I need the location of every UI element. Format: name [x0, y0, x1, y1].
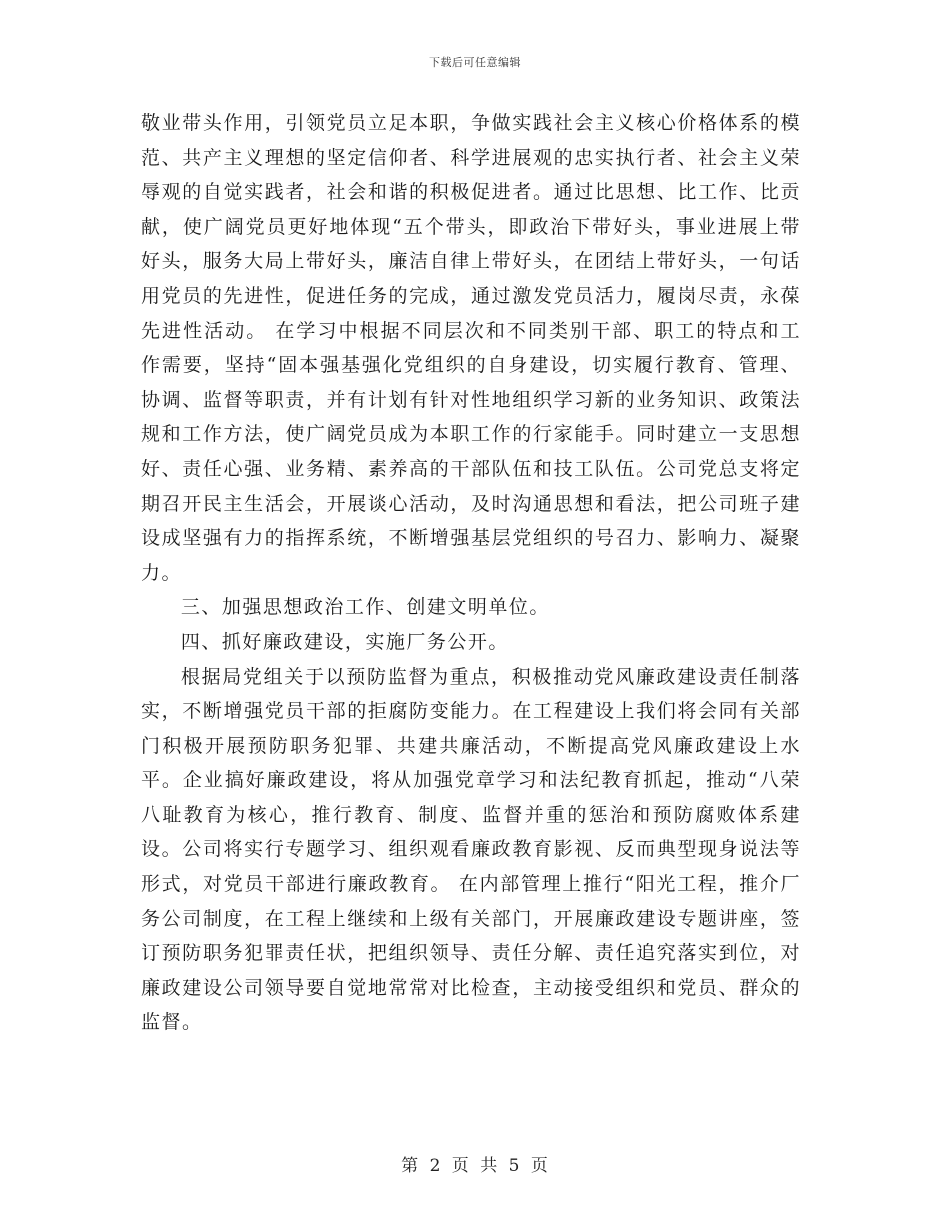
page-header: 下载后可任意编辑 [429, 56, 521, 69]
section-heading-four: 四、抓好廉政建设，实施厂务公开。 [180, 630, 509, 653]
page-number: 第 2 页 共 5 页 [401, 1156, 549, 1176]
paragraph-continuation: 敬业带头作用，引领党员立足本职，争做实践社会主义核心价格体系的模范、共产主义理想的坚定信仰者、科学进展观的忠实执行者、社会主义荣辱观的自觉实践者，社会和谐的积极促进者。通过比思想、比工作、比贡献，使广阔党员更好地体现“五个带头，即政治下带好头，事业进展上带好头，服务大局上带好头，廉洁自律上带好头，在团结上带好头，一句话用党员的先进性，促进任务的完成，通过激发党员活力，履岗尽责，永葆先进性活动。 在学习中根据不同层次和不同类别干部、职工的特点和工作需要，坚持“固本强基强化党组织的自身建设，切实履行教育、管理、协调、监督等职责，并有计划有针对性地组织学习新的业务知识、政策法规和工作方法，使广阔党员成为本职工作的行家能手。同时建立一支思想好、责任心强、业务精、素养高的干部队伍和技工队伍。公司党总支将定期召开民主生活会，开展谈心活动，及时沟通思想和看法，把公司班子建设成坚强有力的指挥系统，不断增强基层党组织的号召力、影响力、凝聚力。 [141, 112, 801, 584]
section-heading-three: 三、加强思想政治工作、创建文明单位。 [180, 596, 550, 619]
document-body [141, 106, 801, 1040]
paragraph-integrity: 根据局党组关于以预防监督为重点，积极推动党风廉政建设责任制落实，不断增强党员干部的拒腐防变能力。在工程建设上我们将会同有关部门积极开展预防职务犯罪、共建共廉活动，不断提高党风廉政建设上水平。企业搞好廉政建设，将从加强党章学习和法纪教育抓起，推动“八荣八耻教育为核心，推行教育、制度、监督并重的惩治和预防腐败体系建设。公司将实行专题学习、组织观看廉政教育影视、反而典型现身说法等形式，对党员干部进行廉政教育。 在内部管理上推行“阳光工程，推介厂务公司制度，在工程上继续和上级有关部门，开展廉政建设专题讲座，签订预防职务犯罪责任状，把组织领导、责任分解、责任追究落实到位，对廉政建设公司领导要自觉地常常对比检查，主动接受组织和党员、群众的监督。 [141, 665, 801, 1034]
